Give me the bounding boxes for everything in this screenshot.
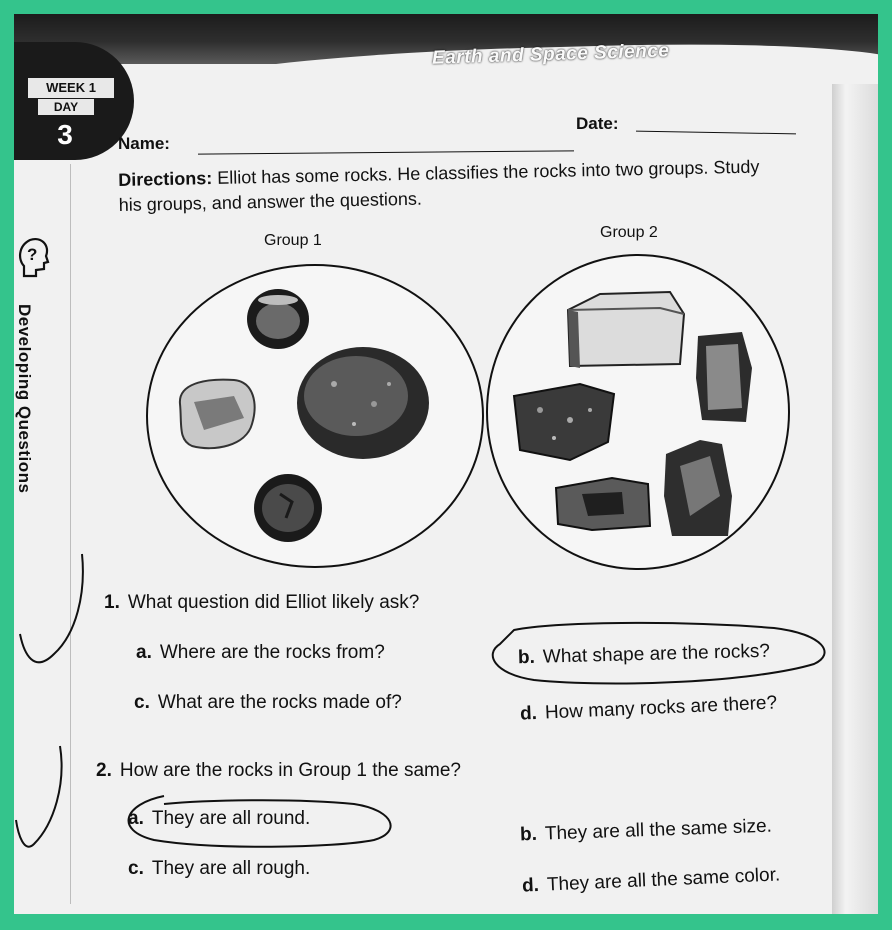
option-letter: c. — [128, 858, 144, 879]
worksheet-page — [14, 14, 878, 914]
directions-text: Elliot has some rocks. He classifies the rocks into two groups. Study his groups, and answer the questions. — [118, 156, 760, 215]
question-number: 1. — [104, 592, 120, 613]
name-label: Name: — [118, 134, 170, 153]
sidebar-label: Developing Questions — [15, 304, 34, 494]
svg-text:?: ? — [27, 245, 38, 264]
directions-label: Directions: — [118, 168, 213, 190]
question-text: What question did Elliot likely ask? — [127, 592, 420, 613]
day-number: 3 — [57, 119, 73, 150]
check-mark-q2 — [16, 746, 62, 847]
day-label: DAY — [38, 99, 94, 115]
option-text: How many rocks are there? — [544, 692, 778, 724]
question-number: 2. — [96, 760, 112, 781]
option-letter: a. — [136, 642, 152, 663]
option-text: They are all round. — [151, 808, 311, 829]
question-text: How are the rocks in Group 1 the same? — [119, 760, 461, 781]
option-text: What shape are the rocks? — [542, 640, 771, 668]
week-label: WEEK 1 — [28, 78, 114, 98]
date-label: Date: — [576, 114, 619, 133]
group-1-label: Group 1 — [264, 232, 322, 249]
option-text: They are all the same size. — [544, 815, 773, 845]
option-text: Where are the rocks from? — [159, 642, 385, 663]
pen-markings — [14, 14, 878, 914]
option-letter: b. — [519, 823, 538, 846]
option-letter: d. — [519, 702, 538, 725]
answer-circle-q1 — [493, 623, 825, 684]
option-text: They are all the same color. — [546, 864, 781, 896]
option-letter: b. — [517, 646, 536, 669]
option-letter: d. — [521, 874, 540, 897]
check-mark-q1 — [20, 554, 83, 662]
option-text: They are all rough. — [151, 858, 311, 879]
option-letter: c. — [134, 692, 150, 713]
option-text: What are the rocks made of? — [157, 692, 402, 713]
answer-circle-q2 — [129, 796, 391, 847]
subject-title: Earth and Space Science — [431, 40, 670, 69]
group-2-label: Group 2 — [600, 224, 658, 241]
option-letter: a. — [128, 808, 144, 829]
